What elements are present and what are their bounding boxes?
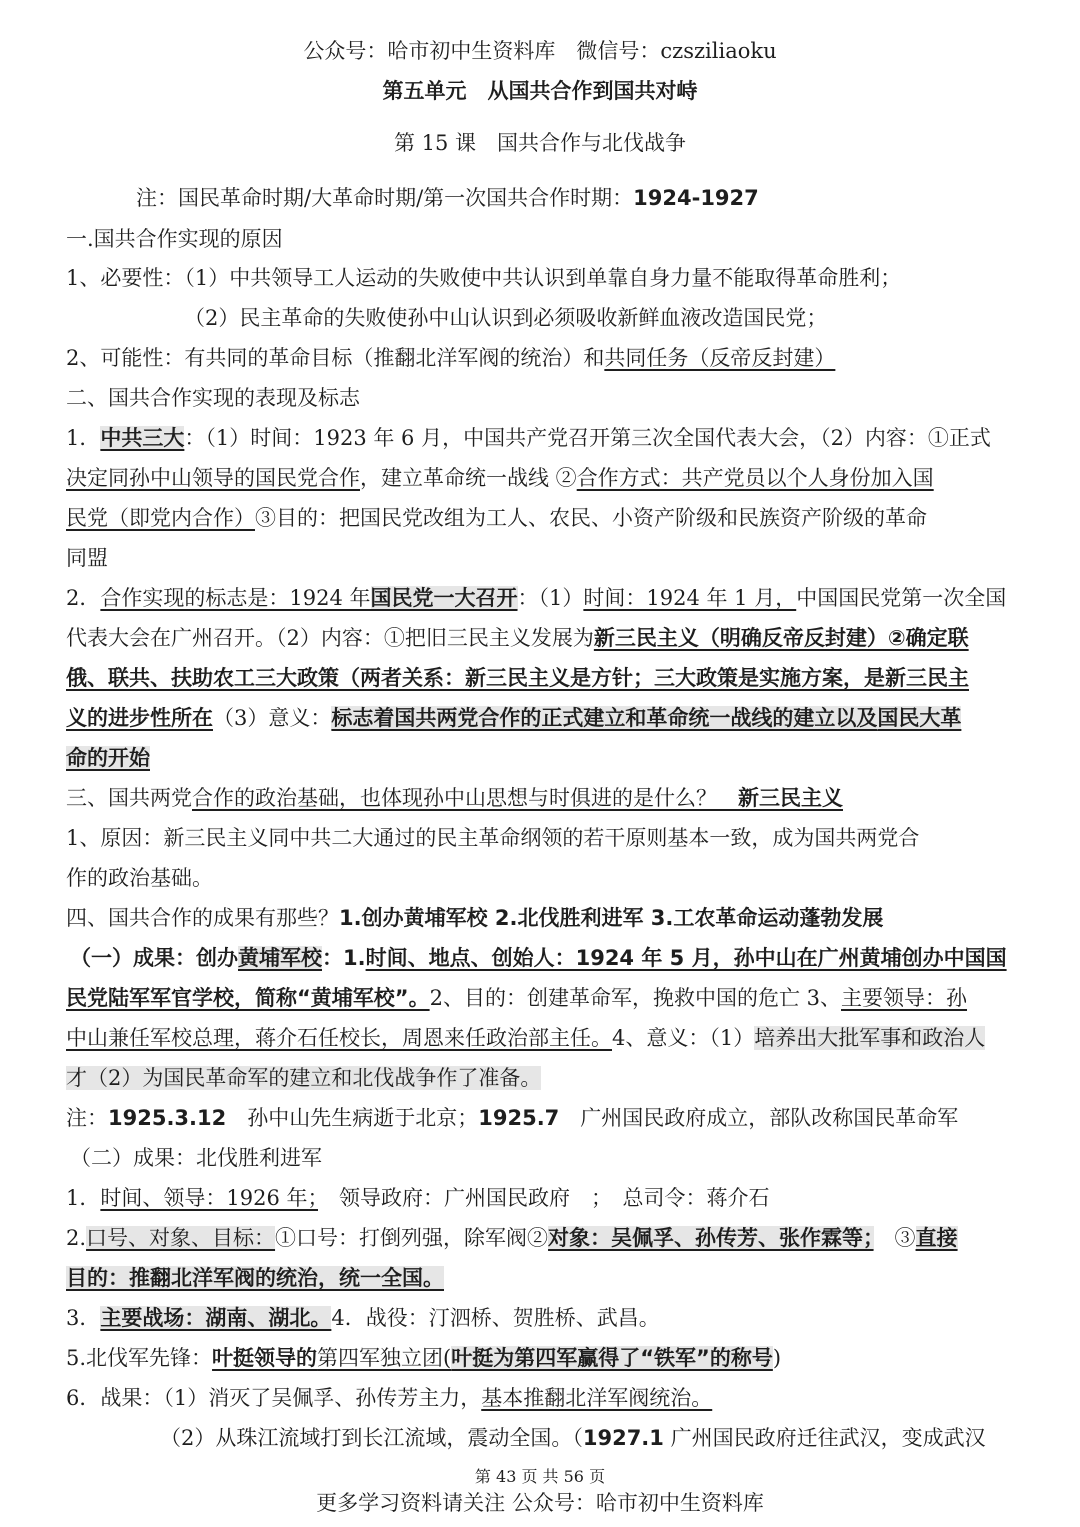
s2-item2-congress: 中国国民党第一次全国 <box>796 586 1007 610</box>
s2-item2-progress-end: 义的进步性所在 <box>66 706 213 730</box>
s2-item2-line2 <box>66 623 1016 653</box>
s4-2-item1-leaders: 领导政府：广州国民政府 ； 总司令：蒋介石 <box>318 1186 770 1210</box>
period-note-text: 注：国民革命时期/大革命时期/第一次国共合作时期： <box>136 186 634 210</box>
s4-1-meaning: 培养出大批军事和政治人 <box>754 1026 986 1050</box>
s2-item1-front: ，建立革命统一战线 ② <box>360 466 577 490</box>
s4-2-item2-heading: 口号、对象、目标： <box>86 1226 276 1250</box>
note-event-2: 广州国民政府成立，部队改称国民革命军 <box>559 1106 959 1130</box>
period-note-years: 1924-1927 <box>633 186 759 210</box>
s2-item2-line5 <box>66 743 1016 773</box>
s2-item2-policies: 俄、联共、扶助农工三大政策（两者关系：新三民主义是方针；三大政策是实施方案， <box>66 666 864 690</box>
s4-2-item2-sep: ③ <box>873 1226 916 1250</box>
s4-2-item5-close: ) <box>772 1346 782 1370</box>
s4-1-founding-end: 民党陆军军官学校，简称“黄埔军校”。 <box>66 986 430 1010</box>
s4-2-item5-regiment: 第四军独立团( <box>317 1346 452 1370</box>
s4-2-item2-goal: 目的：推翻北洋军阀的统治，统一全国。 <box>66 1266 444 1290</box>
s4-2-item3-num: 3． <box>66 1306 101 1330</box>
s4-1-keyword: 黄埔军校 <box>238 946 322 970</box>
s2-item2-sep: ：（1） <box>517 586 584 610</box>
section-4-title <box>66 903 1016 933</box>
s4-2-item6-line2 <box>160 1423 1016 1453</box>
s4-2-item5 <box>66 1343 1016 1373</box>
s4-2-item3 <box>66 1303 1016 1333</box>
s4-2-item4-battles: 4．战役：汀泗桥、贺胜桥、武昌。 <box>331 1306 660 1330</box>
s4-2-item6-line1 <box>66 1383 1016 1413</box>
s2-item1-line2 <box>66 463 1016 493</box>
s4-1-num: ：1. <box>322 946 366 970</box>
s2-item2-time: 时间：1924 年 1 月， <box>583 586 797 610</box>
s4-2-item2-slogan: ①口号：打倒列强，除军阀② <box>275 1226 549 1250</box>
s4-2-title: （二）成果：北伐胜利进军 <box>70 1146 322 1170</box>
s4-title-answer: 1.创办黄埔军校 2.北伐胜利进军 3.工农革命运动蓬勃发展 <box>339 906 884 930</box>
s2-item1-line1 <box>66 423 1016 453</box>
s4-1-line3 <box>66 1023 1016 1053</box>
s2-item1-method: 合作方式：共产党员以个人身份加入国 <box>576 466 934 490</box>
s4-2-item1 <box>66 1183 1016 1213</box>
s4-2-item5-label: 5.北伐军先锋： <box>66 1346 213 1370</box>
s2-item2-sign: 合作实现的标志是：1924 年 <box>100 586 371 610</box>
s4-2-item1-num: 1． <box>66 1186 101 1210</box>
wechat-header: 公众号：哈市初中生资料库 微信号：czsziliaoku <box>303 39 777 63</box>
s4-1-line1 <box>70 943 1016 973</box>
s4-2-item6-overthrow: 基本推翻北洋军阀统治。 <box>481 1386 713 1410</box>
s3-reason-2: 作的政治基础。 <box>66 866 213 890</box>
s4-2-item1-time: 时间、领导：1926 年； <box>100 1186 318 1210</box>
section-2-title: 二、国共合作实现的表现及标志 <box>66 386 360 410</box>
s4-2-item6-move: 广州国民政府迁往武汉，变成武汉 <box>663 1426 986 1450</box>
lesson-title: 第 15 课 国共合作与北伐战争 <box>393 131 687 155</box>
s4-1-founding: 时间、地点、创始人：1924 年 5 月，孙中山在广州黄埔创办中国国 <box>365 946 1007 970</box>
s2-item2-meaning: 标志着国共两党合作的正式建立和革命统一战线的建立以及 <box>331 706 878 730</box>
s2-item1-purpose: ③目的：把国民党改组为工人、农民、小资产阶级和民族资产阶级的革命 <box>255 506 927 530</box>
s4-2-item6-expansion: （2）从珠江流域打到长江流域，震动全国。（ <box>160 1426 583 1450</box>
s4-2-item6-date: 1927.1 <box>582 1426 664 1450</box>
s2-item1-num: 1． <box>66 426 101 450</box>
s4-2-item6-result: 6．战果：（1）消灭了吴佩孚、孙传芳主力， <box>66 1386 482 1410</box>
s2-item1-decision: 决定同孙中山领导的国民党合作 <box>66 466 360 490</box>
s4-2-item2-targets: 对象：吴佩孚、孙传芳、张作霖等； <box>548 1226 874 1250</box>
s2-item2-line4 <box>66 703 1016 733</box>
s4-1-leaders-end: 中山兼任军校总理，蒋介石任校长，周恩来任政治部主任。 <box>66 1026 612 1050</box>
s2-item2-revolution: 国民大革 <box>877 706 962 730</box>
s1-necessity-1: 1、必要性：（1）中共领导工人运动的失败使中共认识到单靠自身力量不能取得革命胜利； <box>66 266 902 290</box>
s4-2-item2-goal-start: 直接 <box>915 1226 958 1250</box>
section-1-title: 一.国共合作实现的原因 <box>66 227 283 251</box>
s4-1-purpose: 2、目的：创建革命军，挽救中国的危亡 3、 <box>429 986 842 1010</box>
s4-1-meaning-end: 才（2）为国民革命军的建立和北伐战争作了准备。 <box>66 1066 542 1090</box>
s2-item2-content: 代表大会在广州召开。（2）内容：①把旧三民主义发展为 <box>66 626 594 650</box>
s1-necessity-2: （2）民主革命的失败使孙中山认识到必须吸收新鲜血液改造国民党； <box>184 306 828 330</box>
s2-item2-revolution-end: 命的开始 <box>66 746 150 770</box>
s1-possibility-task: 共同任务（反帝反封建） <box>604 346 836 370</box>
s2-item1-method-end: 民党（即党内合作） <box>66 506 255 530</box>
s2-item2-meaning-label: （3）意义： <box>213 706 332 730</box>
s2-item2-line1 <box>66 583 1016 613</box>
s4-2-item2-line1 <box>66 1223 1016 1253</box>
note-date-1: 1925.3.12 <box>108 1106 227 1130</box>
s3-title-lead: 三、国共两党 <box>66 786 192 810</box>
s3-reason-1: 1、原因：新三民主义同中共二大通过的民主革命纲领的若干原则基本一致，成为国共两党合 <box>66 826 920 850</box>
s2-item1-keyword: 中共三大 <box>100 426 185 450</box>
s4-2-item5-leader: 叶挺领导的 <box>212 1346 318 1370</box>
s3-title-question: 合作的政治基础，也体现孙中山思想与时俱进的是什么？ <box>192 786 738 810</box>
s2-item2-line3 <box>66 663 1016 693</box>
s4-1-line4 <box>66 1063 1016 1093</box>
note-event-1: 孙中山先生病逝于北京； <box>226 1106 479 1130</box>
s1-possibility <box>66 343 1016 373</box>
note-date-2: 1925.7 <box>478 1106 560 1130</box>
s4-2-item2-line2 <box>66 1263 1016 1293</box>
page-number: 第 43 页 共 56 页 <box>474 1467 606 1486</box>
s4-1-leaders: 主要领导：孙 <box>841 986 968 1010</box>
s4-title-question: 四、国共合作的成果有那些？ <box>66 906 339 930</box>
s4-2-item3-battlefield: 主要战场：湖南、湖北。 <box>100 1306 332 1330</box>
s2-item2-keyword: 国民党一大召开 <box>370 586 518 610</box>
note-1925 <box>66 1103 1016 1133</box>
s4-1-line2 <box>66 983 1016 1013</box>
unit-title: 第五单元 从国共合作到国共对峙 <box>382 79 698 103</box>
s2-item1-line3 <box>66 503 1016 533</box>
s2-item1-text: ：（1）时间：1923 年 6 月，中国共产党召开第三次全国代表大会，（2）内容：①正式 <box>184 426 991 450</box>
s2-item2-new-principles: 新三民主义（明确反帝反封建）②确定联 <box>593 626 969 650</box>
s4-2-item5-iron-army: 叶挺为第四军赢得了“铁军”的称号 <box>451 1346 773 1370</box>
promo-footer: 更多学习资料请关注 公众号：哈市初中生资料库 <box>316 1491 764 1515</box>
s1-possibility-text: 2、可能性：有共同的革命目标（推翻北洋军阀的统治）和 <box>66 346 605 370</box>
note-1925-label: 注： <box>66 1106 108 1130</box>
period-note <box>136 183 1016 213</box>
s3-title-answer: 新三民主义 <box>738 786 843 810</box>
s4-1-label: （一）成果：创办 <box>70 946 238 970</box>
section-3-title <box>66 783 1016 813</box>
s2-item2-progress: 是新三民主 <box>864 666 969 690</box>
s2-item2-num: 2． <box>66 586 101 610</box>
s4-2-item2-num: 2. <box>66 1226 87 1250</box>
s4-1-meaning-label: 4、意义：（1） <box>612 1026 755 1050</box>
s2-item1-line4: 同盟 <box>66 546 108 570</box>
